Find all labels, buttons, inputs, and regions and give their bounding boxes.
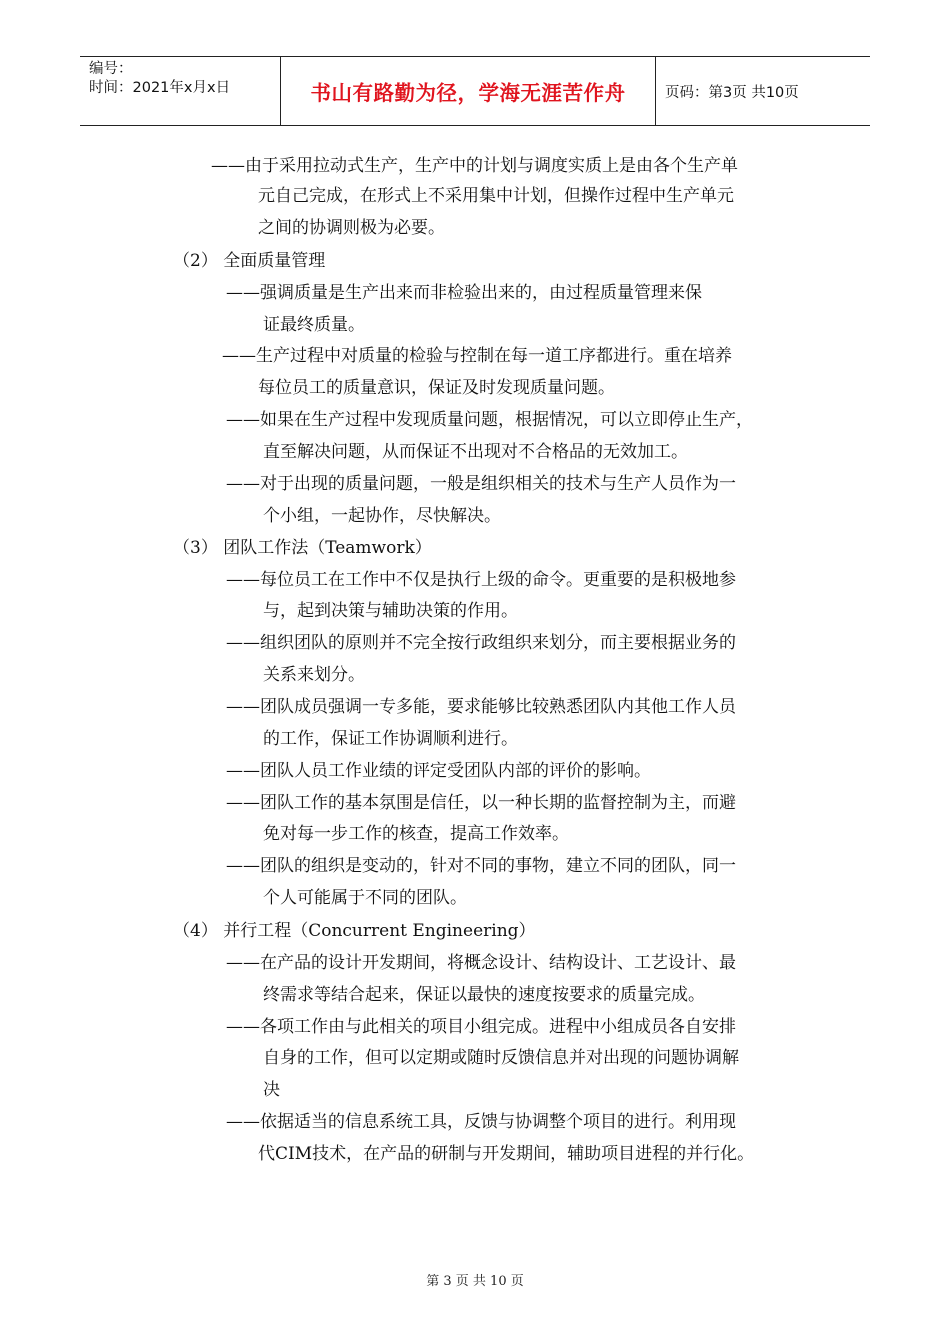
list-item-line: ——团队的组织是变动的，针对不同的事物，建立不同的团队，同一 (226, 856, 736, 876)
section-heading: （3） 团队工作法（Teamwork） (173, 538, 432, 558)
list-item-line: ——团队工作的基本氛围是信任，以一种长期的监督控制为主，而避 (226, 793, 736, 813)
list-item-line: ——团队人员工作业绩的评定受团队内部的评价的影响。 (226, 761, 651, 781)
section-heading: （4） 并行工程（Concurrent Engineering） (173, 921, 536, 941)
list-item-line: ——在产品的设计开发期间，将概念设计、结构设计、工艺设计、最 (226, 953, 736, 973)
list-item-line: 之间的协调则极为必要。 (258, 218, 445, 238)
document-time-label: 时间：2021年x月x日 (89, 80, 231, 96)
list-item-line: 的工作，保证工作协调顺利进行。 (263, 729, 518, 749)
section-heading: （2） 全面质量管理 (173, 251, 326, 271)
list-item-line: ——每位员工在工作中不仅是执行上级的命令。更重要的是积极地参 (226, 570, 736, 590)
list-item-line: 直至解决问题，从而保证不出现对不合格品的无效加工。 (263, 442, 688, 462)
list-item-line: 决 (263, 1080, 280, 1100)
list-item-line: 个小组，一起协作，尽快解决。 (263, 506, 501, 526)
document-number-label: 编号： (89, 61, 133, 77)
list-item-line: 证最终质量。 (263, 315, 365, 335)
list-item-line: 终需求等结合起来，保证以最快的速度按要求的质量完成。 (263, 985, 705, 1005)
list-item-line: 元自己完成，在形式上不采用集中计划，但操作过程中生产单元 (258, 186, 734, 206)
list-item-line: 个人可能属于不同的团队。 (263, 888, 467, 908)
list-item-line: ——团队成员强调一专多能，要求能够比较熟悉团队内其他工作人员 (226, 697, 736, 717)
list-item-line: 每位员工的质量意识，保证及时发现质量问题。 (258, 378, 615, 398)
list-item-line: ——依据适当的信息系统工具，反馈与协调整个项目的进行。利用现 (226, 1112, 736, 1132)
page-header (80, 56, 870, 126)
list-item-line: 代CIM技术，在产品的研制与开发期间，辅助项目进程的并行化。 (258, 1144, 755, 1164)
list-item-line: 免对每一步工作的核查，提高工作效率。 (263, 824, 569, 844)
header-meta (89, 60, 230, 98)
header-divider-right (655, 57, 656, 125)
list-item-line: ——如果在生产过程中发现质量问题，根据情况，可以立即停止生产， (226, 410, 753, 430)
list-item-line: 关系来划分。 (263, 665, 365, 685)
header-page-info: 页码：第3页 共10页 (665, 84, 799, 101)
list-item-line: ——强调质量是生产出来而非检验出来的，由过程质量管理来保 (226, 283, 702, 303)
list-item-line: ——各项工作由与此相关的项目小组完成。进程中小组成员各自安排 (226, 1017, 736, 1037)
list-item-line: ——对于出现的质量问题，一般是组织相关的技术与生产人员作为一 (226, 474, 736, 494)
header-motto: 书山有路勤为径，学海无涯苦作舟 (310, 81, 626, 105)
list-item-line: 自身的工作，但可以定期或随时反馈信息并对出现的问题协调解 (263, 1048, 739, 1068)
list-item-line: ——生产过程中对质量的检验与控制在每一道工序都进行。重在培养 (222, 346, 732, 366)
page-footer: 第 3 页 共 10 页 (426, 1274, 524, 1289)
list-item-line: 与，起到决策与辅助决策的作用。 (263, 601, 518, 621)
list-item-line: ——由于采用拉动式生产，生产中的计划与调度实质上是由各个生产单 (211, 156, 738, 176)
list-item-line: ——组织团队的原则并不完全按行政组织来划分，而主要根据业务的 (226, 633, 736, 653)
